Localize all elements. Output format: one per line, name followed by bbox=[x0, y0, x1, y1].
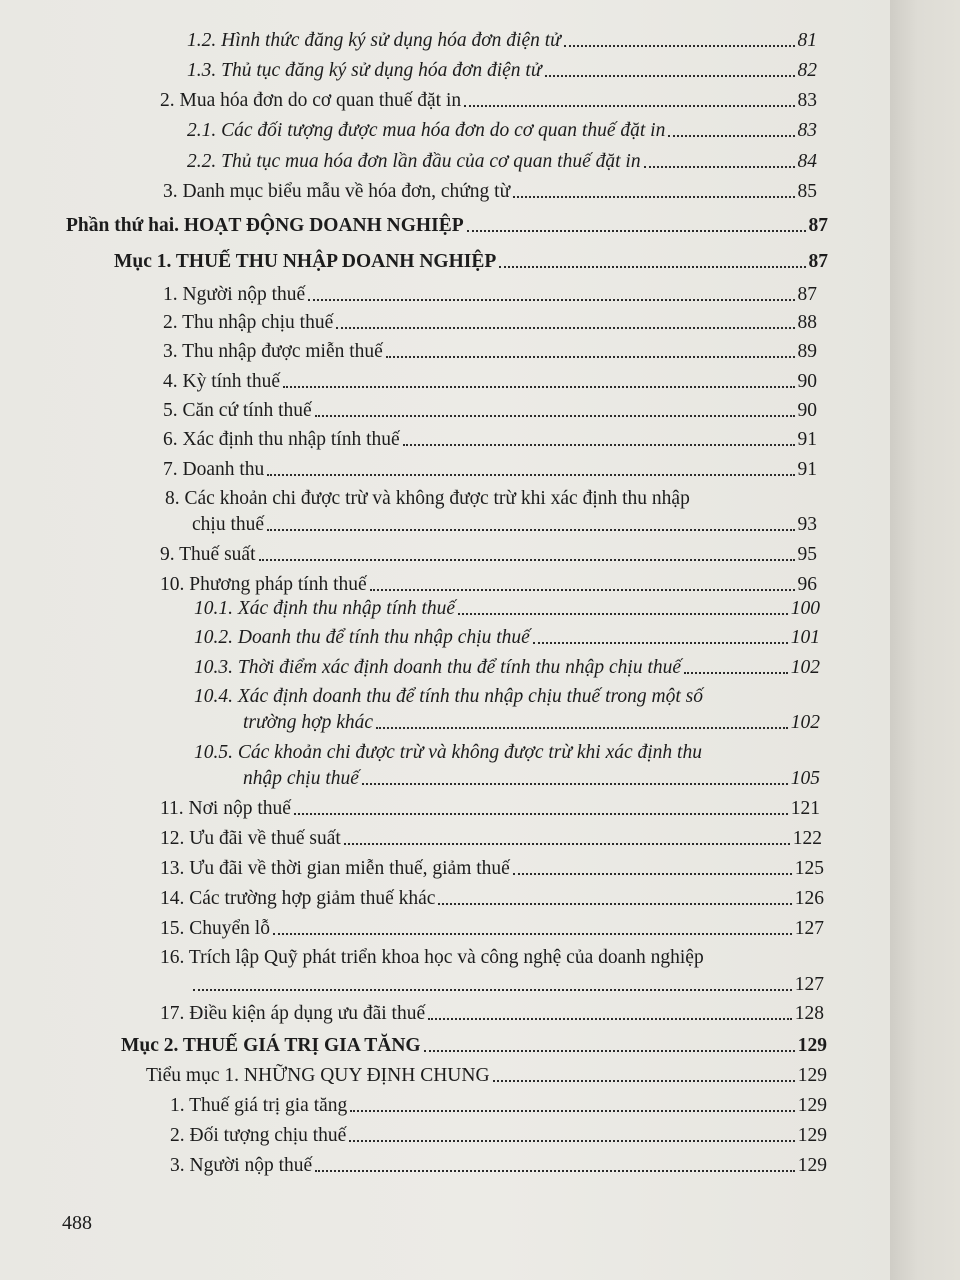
page-number: 488 bbox=[62, 1212, 92, 1234]
leader-dots bbox=[362, 782, 788, 785]
leader-dots bbox=[438, 902, 791, 905]
leader-dots bbox=[513, 872, 792, 875]
toc-entry-text: 2. Đối tượng chịu thuế bbox=[170, 1125, 347, 1146]
toc-entry-page: 129 bbox=[797, 1095, 827, 1116]
leader-dots bbox=[513, 195, 794, 198]
leader-dots bbox=[458, 612, 788, 615]
toc-entry bbox=[160, 1002, 824, 1026]
toc-entry-page: 81 bbox=[797, 30, 817, 51]
toc-entry-page: 129 bbox=[797, 1125, 827, 1146]
toc-entry-page: 83 bbox=[797, 120, 817, 141]
toc-entry bbox=[170, 1094, 827, 1118]
toc-entry bbox=[163, 283, 817, 307]
toc-entry bbox=[194, 597, 820, 621]
toc-entry-text: 1.2. Hình thức đăng ký sử dụng hóa đơn điện tử bbox=[187, 30, 561, 51]
toc-entry bbox=[163, 180, 817, 204]
toc-entry-text: 2.2. Thủ tục mua hóa đơn lần đầu của cơ quan thuế đặt in bbox=[187, 151, 641, 172]
toc-entry-text-line1: 10.4. Xác định doanh thu để tính thu nhập chịu thuế trong một số bbox=[194, 686, 703, 707]
toc-entry bbox=[243, 767, 820, 791]
toc-entry-text: 9. Thuế suất bbox=[160, 544, 256, 565]
toc-entry-text: 13. Ưu đãi về thời gian miễn thuế, giảm thuế bbox=[160, 858, 510, 879]
toc-entry-text: 17. Điều kiện áp dụng ưu đãi thuế bbox=[160, 1003, 426, 1024]
toc-entry-text: 3. Danh mục biểu mẫu về hóa đơn, chứng từ bbox=[163, 181, 511, 202]
toc-part-heading bbox=[66, 214, 828, 238]
toc-entry bbox=[163, 399, 817, 423]
toc-entry bbox=[160, 827, 822, 851]
toc-entry-text-line1: 16. Trích lập Quỹ phát triển khoa học và công nghệ của doanh nghiệp bbox=[160, 947, 704, 968]
toc-entry bbox=[190, 973, 824, 997]
leader-dots bbox=[467, 229, 806, 232]
toc-entry-page: 88 bbox=[797, 312, 817, 333]
toc-entry-text: 4. Kỳ tính thuế bbox=[163, 371, 280, 392]
toc-entry-page: 121 bbox=[790, 798, 820, 819]
leader-dots bbox=[267, 473, 794, 476]
leader-dots bbox=[193, 988, 792, 991]
toc-section-heading bbox=[114, 250, 828, 274]
toc-entry bbox=[160, 573, 817, 597]
toc-entry bbox=[163, 458, 817, 482]
toc-entry-page: 83 bbox=[797, 90, 817, 111]
toc-entry-page: 101 bbox=[790, 627, 820, 648]
toc-entry bbox=[192, 513, 817, 537]
toc-entry bbox=[170, 1124, 827, 1148]
toc-entry-page: 122 bbox=[792, 828, 822, 849]
leader-dots bbox=[344, 842, 790, 845]
toc-entry-page: 87 bbox=[808, 251, 828, 272]
toc-entry-text: 2. Thu nhập chịu thuế bbox=[163, 312, 334, 333]
leader-dots bbox=[308, 298, 794, 301]
toc-entry bbox=[194, 656, 820, 680]
toc-entry-text: 10.1. Xác định thu nhập tính thuế bbox=[194, 598, 456, 619]
leader-dots bbox=[350, 1109, 794, 1112]
adjacent-page-edge bbox=[890, 0, 960, 1280]
toc-entry-text: 5. Căn cứ tính thuế bbox=[163, 400, 312, 421]
toc-entry bbox=[163, 311, 817, 335]
leader-dots bbox=[370, 588, 795, 591]
toc-entry bbox=[194, 626, 820, 650]
toc-entry-text: 7. Doanh thu bbox=[163, 459, 265, 480]
toc-entry-text: 10.2. Doanh thu để tính thu nhập chịu thuế bbox=[194, 627, 530, 648]
toc-entry-text: 15. Chuyển lỗ bbox=[160, 918, 270, 939]
toc-entry-text: Tiểu mục 1. NHỮNG QUY ĐỊNH CHUNG bbox=[146, 1065, 490, 1086]
toc-entry bbox=[160, 543, 817, 567]
toc-entry-text: 11. Nơi nộp thuế bbox=[160, 798, 291, 819]
toc-entry bbox=[187, 119, 817, 143]
toc-entry-text: nhập chịu thuế bbox=[243, 768, 359, 789]
toc-entry-text: 2. Mua hóa đơn do cơ quan thuế đặt in bbox=[160, 90, 462, 111]
toc-entry-text: 10. Phương pháp tính thuế bbox=[160, 574, 367, 595]
leader-dots bbox=[376, 726, 788, 729]
toc-entry-page: 87 bbox=[808, 215, 828, 236]
leader-dots bbox=[493, 1079, 795, 1082]
toc-entry bbox=[187, 29, 817, 53]
leader-dots bbox=[315, 1169, 795, 1172]
toc-entry-text: Phần thứ hai. HOẠT ĐỘNG DOANH NGHIỆP bbox=[66, 215, 464, 236]
toc-entry bbox=[170, 1154, 827, 1178]
leader-dots bbox=[267, 528, 794, 531]
toc-entry-text: 10.3. Thời điểm xác định doanh thu để tính thu nhập chịu thuế bbox=[194, 657, 682, 678]
toc-entry-page: 82 bbox=[797, 60, 817, 81]
leader-dots bbox=[294, 812, 788, 815]
toc-entry-page: 96 bbox=[797, 574, 817, 595]
toc-entry-page: 128 bbox=[794, 1003, 824, 1024]
toc-entry-page: 129 bbox=[797, 1155, 827, 1176]
toc-entry bbox=[146, 1064, 827, 1088]
toc-entry-page: 89 bbox=[797, 341, 817, 362]
toc-entry-text: chịu thuế bbox=[192, 514, 265, 535]
toc-entry-page: 91 bbox=[797, 429, 817, 450]
toc-entry bbox=[160, 797, 820, 821]
toc-entry-text: 1.3. Thủ tục đăng ký sử dụng hóa đơn điện tử bbox=[187, 60, 542, 81]
toc-entry-page: 95 bbox=[797, 544, 817, 565]
leader-dots bbox=[464, 104, 794, 107]
leader-dots bbox=[668, 134, 794, 137]
toc-entry bbox=[160, 887, 824, 911]
leader-dots bbox=[424, 1049, 795, 1052]
toc-entry-page: 84 bbox=[797, 151, 817, 172]
toc-entry bbox=[163, 340, 817, 364]
toc-entry-text-line1: 10.5. Các khoản chi được trừ và không được trừ khi xác định thu bbox=[194, 742, 702, 763]
leader-dots bbox=[315, 414, 795, 417]
toc-entry-page: 129 bbox=[797, 1035, 827, 1056]
toc-entry bbox=[163, 428, 817, 452]
leader-dots bbox=[336, 326, 794, 329]
leader-dots bbox=[386, 355, 795, 358]
leader-dots bbox=[259, 558, 795, 561]
toc-entry-page: 102 bbox=[790, 712, 820, 733]
leader-dots bbox=[545, 74, 795, 77]
toc-entry bbox=[163, 370, 817, 394]
toc-entry-page: 105 bbox=[790, 768, 820, 789]
toc-entry-text: 3. Thu nhập được miễn thuế bbox=[163, 341, 383, 362]
leader-dots bbox=[283, 385, 795, 388]
toc-entry bbox=[243, 711, 820, 735]
toc-entry-page: 91 bbox=[797, 459, 817, 480]
leader-dots bbox=[644, 165, 795, 168]
toc-entry-text: 6. Xác định thu nhập tính thuế bbox=[163, 429, 400, 450]
toc-entry-text: 1. Thuế giá trị gia tăng bbox=[170, 1095, 348, 1116]
toc-entry bbox=[187, 150, 817, 174]
leader-dots bbox=[428, 1017, 792, 1020]
toc-entry-text: 1. Người nộp thuế bbox=[163, 284, 306, 305]
toc-entry bbox=[187, 59, 817, 83]
toc-entry-text: 3. Người nộp thuế bbox=[170, 1155, 313, 1176]
leader-dots bbox=[499, 265, 805, 268]
leader-dots bbox=[349, 1139, 794, 1142]
leader-dots bbox=[403, 443, 795, 446]
toc-entry-page: 85 bbox=[797, 181, 817, 202]
toc-entry-page: 127 bbox=[794, 974, 824, 995]
toc-entry-text: 14. Các trường hợp giảm thuế khác bbox=[160, 888, 436, 909]
toc-entry-page: 93 bbox=[797, 514, 817, 535]
leader-dots bbox=[533, 641, 788, 644]
toc-entry-page: 125 bbox=[794, 858, 824, 879]
toc-entry-text: trường hợp khác bbox=[243, 712, 374, 733]
toc-entry-page: 90 bbox=[797, 400, 817, 421]
toc-entry-page: 127 bbox=[794, 918, 824, 939]
toc-entry-page: 126 bbox=[794, 888, 824, 909]
toc-section-heading bbox=[121, 1034, 827, 1058]
toc-entry-page: 100 bbox=[790, 598, 820, 619]
toc-entry-text: 2.1. Các đối tượng được mua hóa đơn do cơ quan thuế đặt in bbox=[187, 120, 666, 141]
toc-entry bbox=[160, 857, 824, 881]
toc-entry bbox=[160, 917, 824, 941]
toc-entry-text: Mục 2. THUẾ GIÁ TRỊ GIA TĂNG bbox=[121, 1035, 421, 1056]
toc-entry-page: 129 bbox=[797, 1065, 827, 1086]
toc-entry-text-line1: 8. Các khoản chi được trừ và không được trừ khi xác định thu nhập bbox=[165, 488, 690, 509]
toc-entry-page: 102 bbox=[790, 657, 820, 678]
toc-entry-page: 87 bbox=[797, 284, 817, 305]
toc-entry-text: 12. Ưu đãi về thuế suất bbox=[160, 828, 341, 849]
toc-entry bbox=[160, 89, 817, 113]
leader-dots bbox=[273, 932, 792, 935]
leader-dots bbox=[684, 671, 788, 674]
leader-dots bbox=[564, 44, 795, 47]
toc-entry-page: 90 bbox=[797, 371, 817, 392]
toc-entry-text: Mục 1. THUẾ THU NHẬP DOANH NGHIỆP bbox=[114, 251, 497, 272]
